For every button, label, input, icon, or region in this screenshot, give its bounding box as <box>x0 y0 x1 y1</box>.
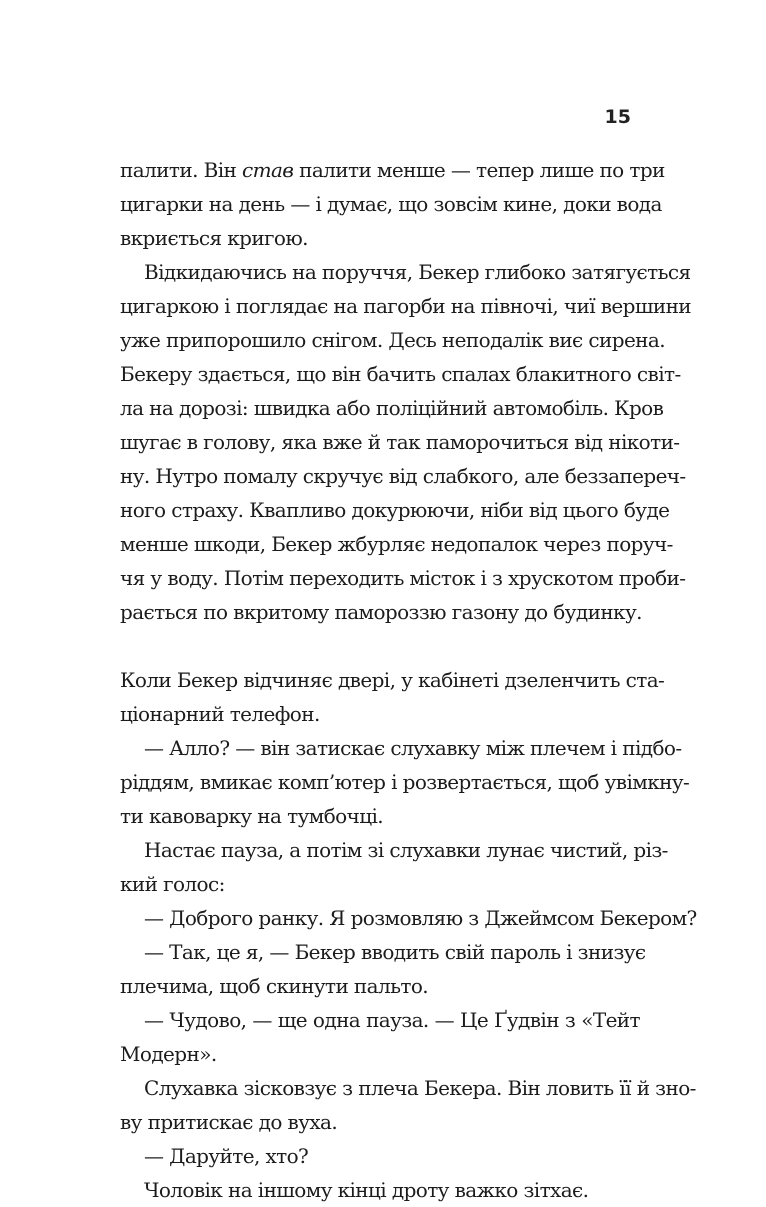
text-line: ну. Нутро помалу скручує від слабкого, але беззапереч- <box>120 464 686 488</box>
text-line: менше шкоди, Бекер жбурляє недопалок через поруч- <box>120 532 673 556</box>
text-line: Модерн». <box>120 1042 217 1066</box>
text-line: вкриється кригою. <box>120 226 308 250</box>
text-line: уже припорошило снігом. Десь неподалік виє сирена. <box>120 328 665 352</box>
text-line: — Алло? — він затискає слухавку між плечем і підбо- <box>144 736 682 760</box>
page-number: 15 <box>604 106 631 128</box>
text-line: ного страху. Квапливо докурюючи, ніби від цього буде <box>120 498 670 522</box>
italic-word: став <box>241 158 294 182</box>
text-line: ла на дорозі: швидка або поліційний автомобіль. Кров <box>120 396 664 420</box>
text-line: Слухавка зісковзує з плеча Бекера. Він ловить її й зно- <box>144 1076 696 1100</box>
text-line: ріддям, вмикає комп’ютер і розвертається, щоб увімкну- <box>120 770 690 794</box>
text-line: рається по вкритому памороззю газону до будинку. <box>120 600 642 624</box>
text-line: — Так, це я, — Бекер вводить свій пароль і знизує <box>144 940 646 964</box>
text-line: Відкидаючись на поруччя, Бекер глибоко затягується <box>144 260 691 284</box>
text-line: Бекеру здається, що він бачить спалах блакитного світ- <box>120 362 681 386</box>
text-line: кий голос: <box>120 872 225 896</box>
text-line: плечима, щоб скинути пальто. <box>120 974 429 998</box>
text-line: чя у воду. Потім переходить місток і з хрускотом проби- <box>120 566 686 590</box>
text-line: палити. Він став палити менше — тепер лише по три <box>120 158 665 182</box>
text-line: Чоловік на іншому кінці дроту важко зітхає. <box>144 1178 589 1202</box>
text-line: — Чудово, — ще одна пауза. — Це Ґудвін з «Тейт <box>144 1008 640 1032</box>
text-line: цигарки на день — і думає, що зовсім кине, доки вода <box>120 192 662 216</box>
text-line: ву притискає до вуха. <box>120 1110 338 1134</box>
text-line: ціонарний телефон. <box>120 702 320 726</box>
text-line: — Даруйте, хто? <box>144 1144 309 1168</box>
text-line: шугає в голову, яка вже й так паморочиться від нікоти- <box>120 430 680 454</box>
section-break <box>120 629 640 663</box>
text-line: ти кавоварку на тумбочці. <box>120 804 384 828</box>
text-line: — Доброго ранку. Я розмовляю з Джеймсом Бекером? <box>144 906 697 930</box>
body-text <box>120 153 697 1207</box>
text-line: Коли Бекер відчиняє двері, у кабінеті дзеленчить ста- <box>120 668 665 692</box>
text-line: Настає пауза, а потім зі слухавки лунає чистий, різ- <box>144 838 668 862</box>
text-line: цигаркою і поглядає на пагорби на півночі, чиї вершини <box>120 294 692 318</box>
